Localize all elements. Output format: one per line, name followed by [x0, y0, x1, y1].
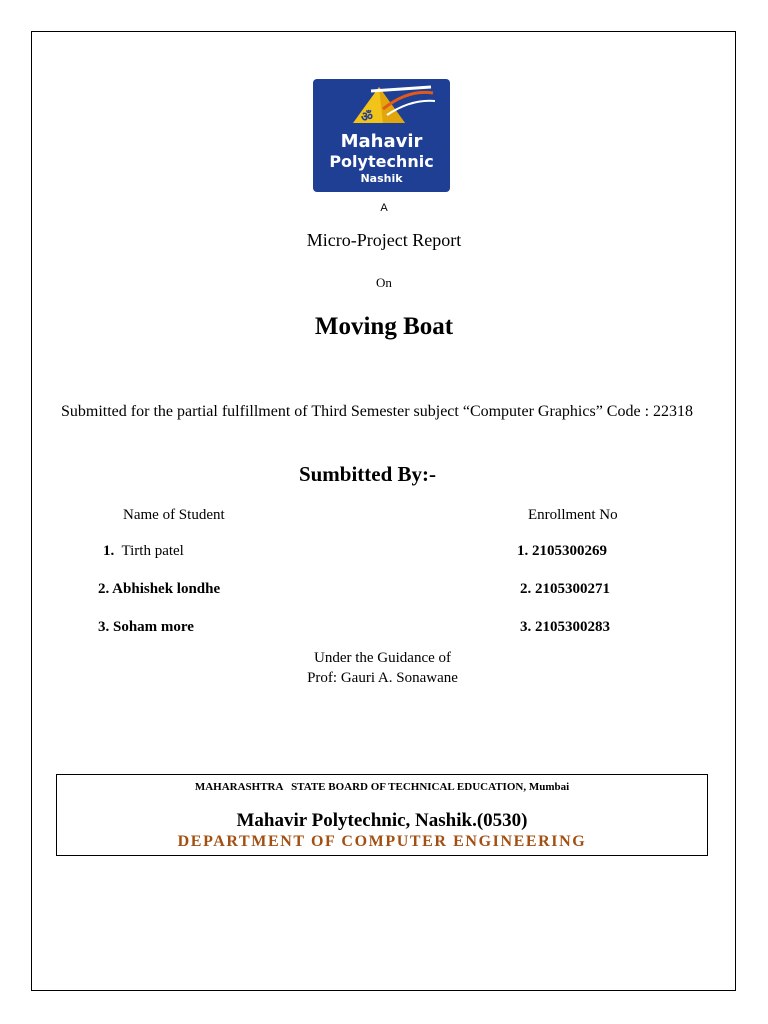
student-row-name: 3. Soham more	[98, 619, 194, 635]
logo-text-line2: Polytechnic	[329, 152, 434, 171]
article-text: A	[380, 202, 388, 214]
student-enrollment: 2. 2105300271	[520, 581, 610, 597]
guide-name: Prof: Gauri A. Sonawane	[307, 670, 458, 686]
guidance-label: Under the Guidance of	[313, 650, 452, 666]
institute-name: Mahavir Polytechnic, Nashik.(0530)	[236, 810, 528, 831]
student-enrollment: 3. 2105300283	[520, 619, 610, 635]
enrollment-column-header: Enrollment No	[528, 507, 618, 523]
department-name: DEPARTMENT OF COMPUTER ENGINEERING	[177, 833, 587, 850]
student-row-name: 1. Tirth patel	[103, 543, 184, 559]
on-text: On	[376, 275, 392, 290]
institution-box	[56, 774, 708, 856]
board-name: MAHARASHTRA STATE BOARD OF TECHNICAL EDUCATION, Mumbai	[194, 781, 570, 793]
name-column-header: Name of Student	[123, 507, 225, 523]
report-type: Micro-Project Report	[306, 230, 462, 250]
student-row-name: 2. Abhishek londhe	[98, 581, 221, 597]
svg-text:ॐ: ॐ	[361, 110, 373, 125]
submitted-by-heading: Sumbitted By:-	[298, 462, 437, 486]
student-enrollment: 1. 2105300269	[517, 543, 607, 559]
submission-statement: Submitted for the partial fulfillment of Third Semester subject “Computer Graphics” Code : 22318	[61, 403, 694, 420]
logo-text-line3: Nashik	[360, 172, 403, 185]
student-row-number: 1	[103, 543, 111, 559]
institute-logo	[313, 79, 450, 192]
student-name: Tirth patel	[121, 543, 184, 559]
project-title: Moving Boat	[314, 313, 454, 340]
logo-text-line1: Mahavir	[340, 131, 423, 152]
